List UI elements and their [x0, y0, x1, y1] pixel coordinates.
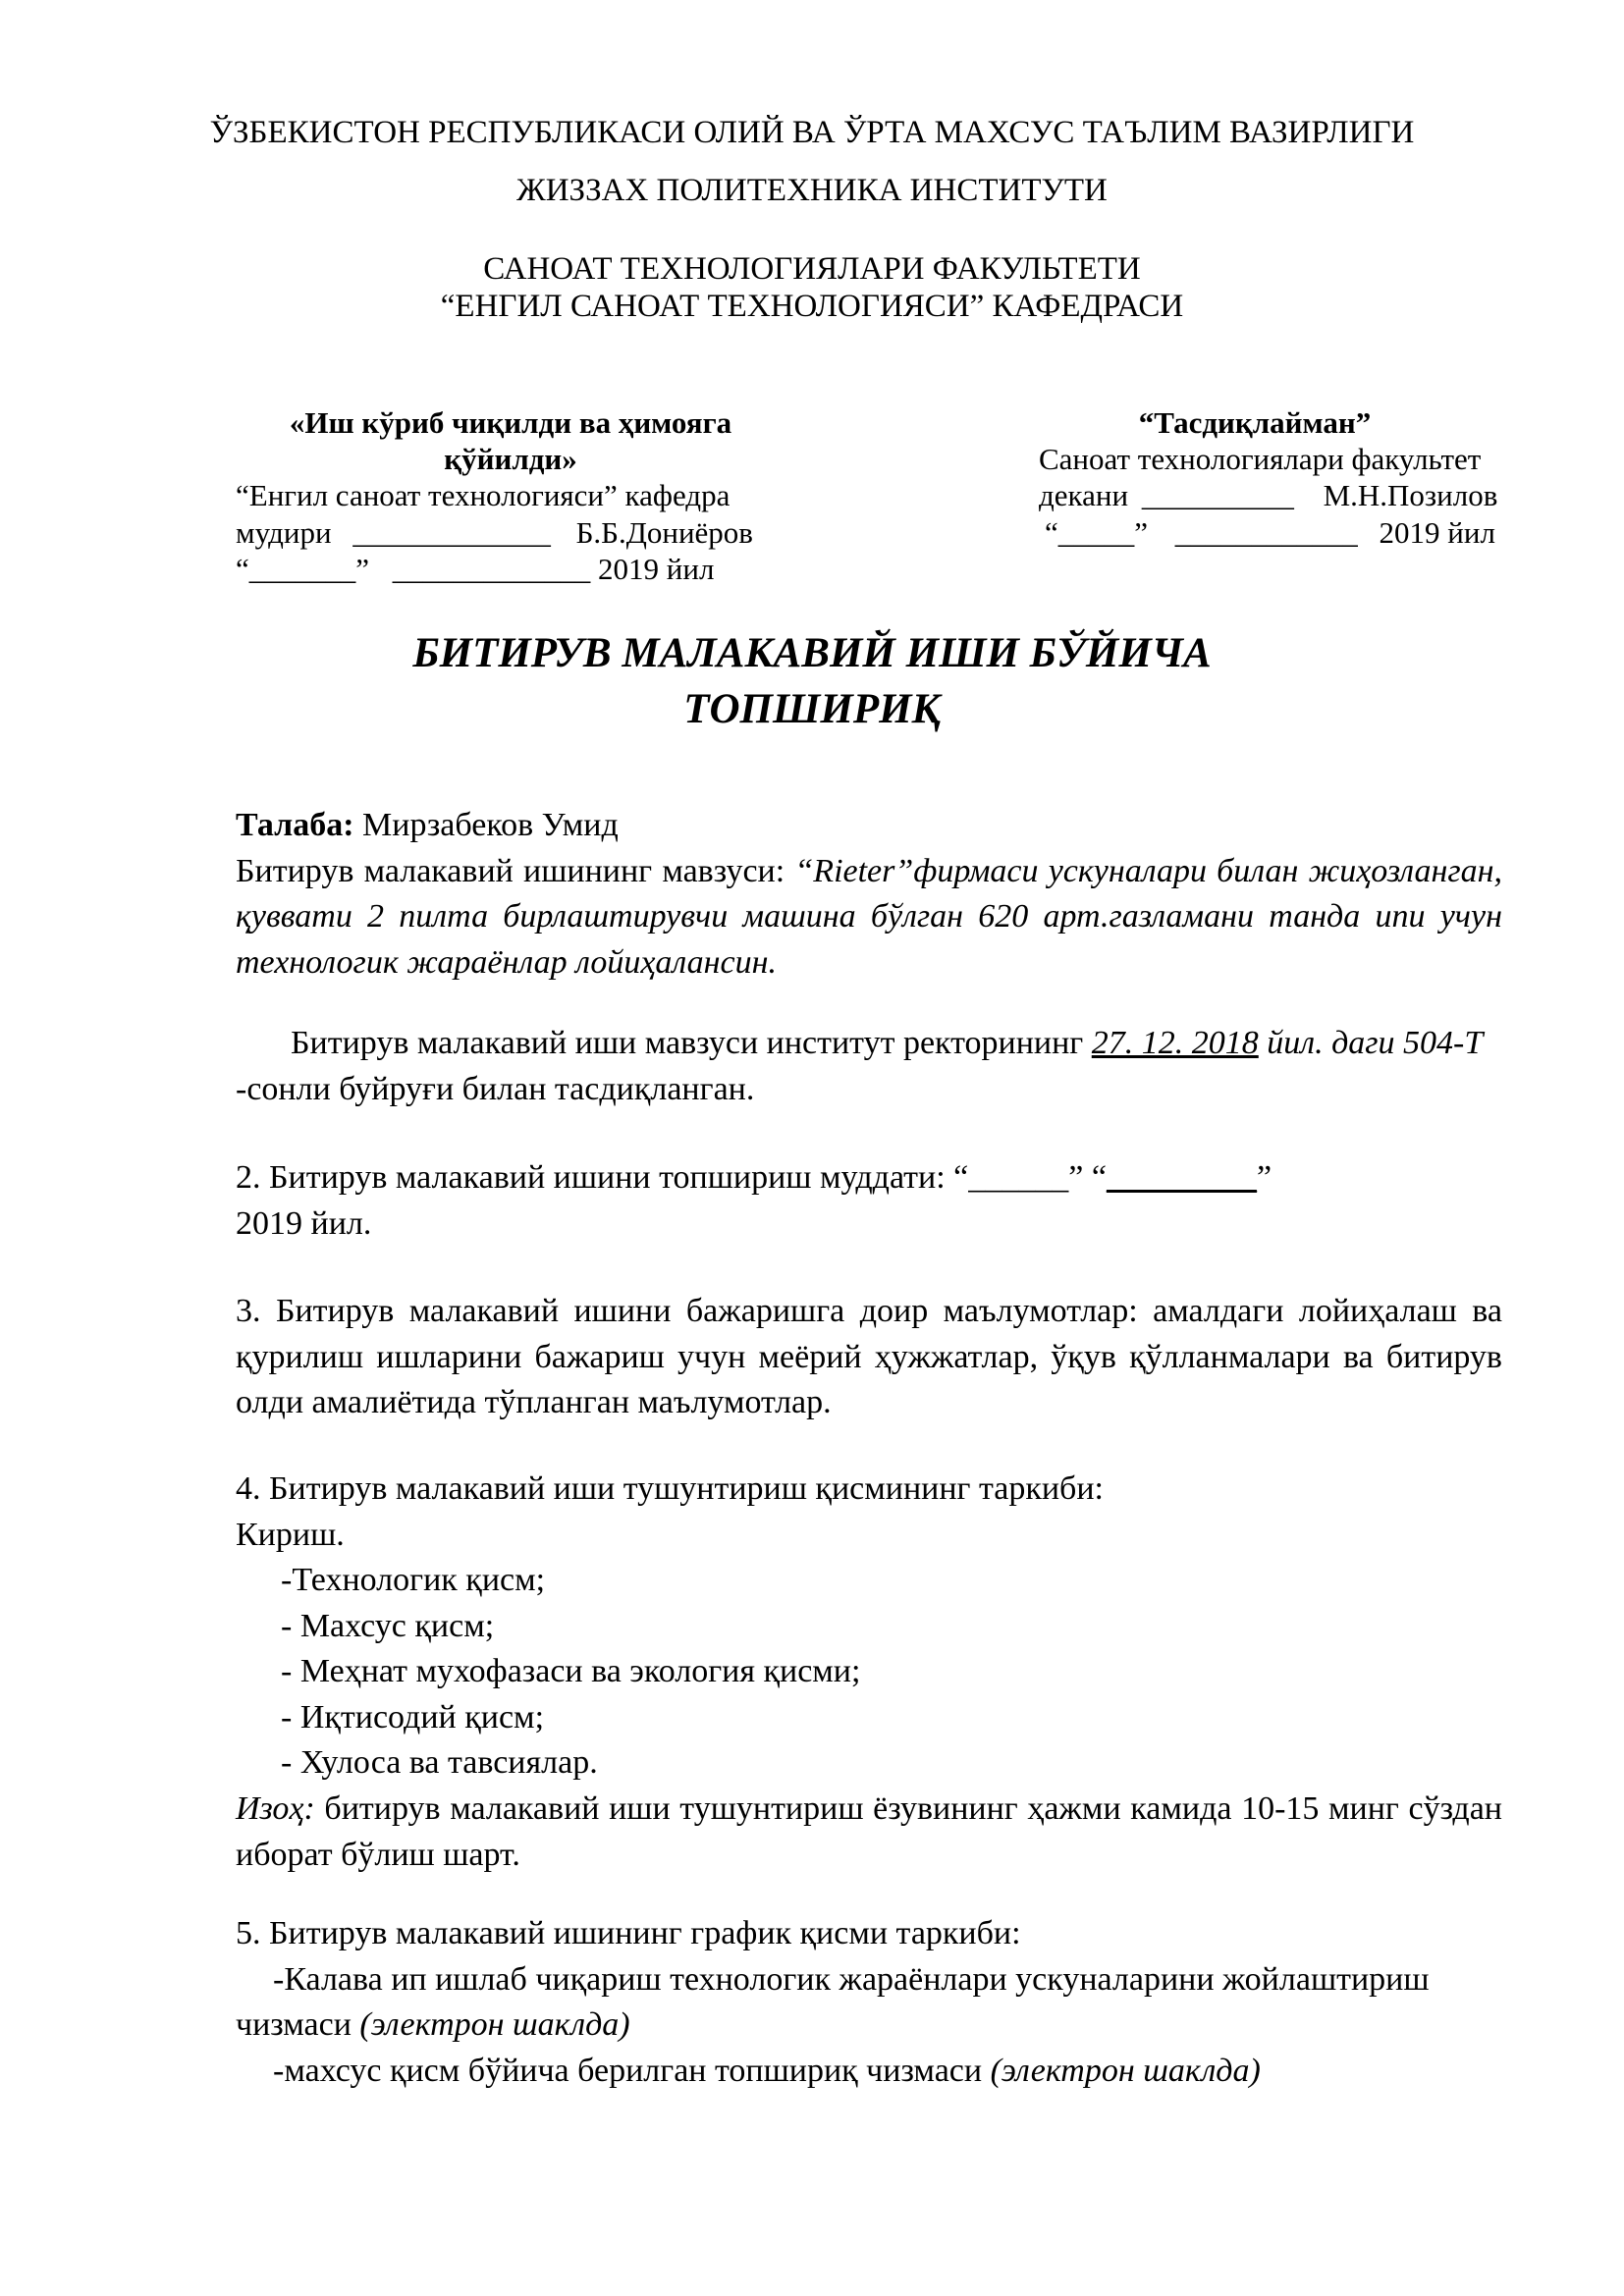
student-name: Мирзабеков Умид: [353, 807, 619, 843]
deadline-label: 2. Битирув малакавий ишини топшириш муддати: “: [236, 1159, 969, 1196]
approve-block: [1039, 404, 1549, 551]
deadline-quotes: ” “: [1068, 1159, 1107, 1196]
faculty-heading: САНОАТ ТЕХНОЛОГИЯЛАРИ ФАКУЛЬТЕТИ: [483, 251, 1141, 287]
month-blank: _____________: [392, 551, 591, 586]
review-signature-blank: _____________: [352, 514, 551, 550]
graphics-entry: [236, 2049, 1502, 2095]
contents-part: -Технологик қисм;: [281, 1562, 546, 1599]
graphics-entry-text: -Калава ип ишлаб чиқариш технологик жараёнлари ускуналарини жойлаштириш чизмаси: [236, 1960, 1430, 2044]
contents-part: - Иқтисодий қисм;: [281, 1698, 545, 1735]
deadline-year: 2019 йил.: [236, 1204, 372, 1242]
order-number: йил. даги 504-Т: [1258, 1025, 1484, 1061]
contents-note: [236, 1787, 1502, 1878]
day-blank: _______: [248, 551, 356, 586]
approve-title: “Тасдиқлайман”: [1138, 405, 1372, 440]
review-block: [236, 404, 825, 587]
deadline-month-blank: _________: [1106, 1159, 1257, 1196]
department-heading: “ЕНГИЛ САНОАТ ТЕХНОЛОГИЯСИ” КАФЕДРАСИ: [440, 289, 1184, 324]
title-line1: БИТИРУВ МАЛАКАВИЙ ИШИ БЎЙИЧА: [412, 630, 1212, 676]
document-title: [0, 625, 1624, 737]
review-head-line: [236, 514, 825, 551]
contents-part: - Меҳнат мухофазаси ва экология қисми;: [281, 1653, 861, 1690]
title-line2: ТОПШИРИҚ: [683, 686, 941, 733]
data-section: [236, 1289, 1502, 1426]
graphics-entry: [236, 1957, 1502, 2049]
review-year: 2019 йил: [598, 551, 715, 586]
order-section: [236, 1021, 1502, 1112]
approve-date-line: [1039, 514, 1549, 551]
approve-faculty-line: Саноат технологиялари факультет: [1039, 442, 1482, 477]
topic-text: “Rieter”фирмаси ускуналари билан жиҳозланган, қуввати 2 пилта бирлаштирувчи машина бўлган 620 арт.газламани танда ипи учун технологик жараёнлар лойиҳалансин.: [236, 852, 1502, 981]
contents-part: - Хулоса ва тавсиялар.: [281, 1744, 598, 1782]
dean-label: декани: [1039, 478, 1129, 513]
order-suffix: -сонли буйруғи билан тасдиқланган.: [236, 1070, 755, 1107]
graphics-section: [236, 1911, 1502, 2094]
review-title-line2: қўйилди»: [444, 442, 577, 477]
quote-open: “: [1045, 514, 1058, 550]
approve-dean-line: [1039, 477, 1549, 513]
note-label: Изоҳ:: [236, 1790, 315, 1828]
deadline-section: [236, 1155, 1502, 1247]
review-head-label: мудири: [236, 514, 332, 550]
deadline-quote-end: ”: [1256, 1159, 1272, 1196]
quote-open: “: [236, 551, 249, 586]
topic-label: Битирув малакавий ишининг мавзуси:: [236, 852, 795, 889]
institute-heading: ЖИЗЗАХ ПОЛИТЕХНИКА ИНСТИТУТИ: [516, 173, 1108, 208]
graphics-entry-note: (электрон шаклда): [359, 2006, 630, 2044]
contents-intro: Кириш.: [236, 1516, 345, 1553]
deadline-line: [236, 1155, 1502, 1201]
data-paragraph: 3. Битирув малакавий ишини бажаришга доир маълумотлар: амалдаги лойиҳалаш ва қурилиш ишларини бажариш учун меёрий ҳужжатлар, ўқув қўлланмалари ва битирув олди амалиётида тўпланган маълумотлар.: [236, 1293, 1502, 1421]
approve-year: 2019 йил: [1379, 514, 1495, 550]
student-section: [236, 803, 1502, 986]
review-head-name: Б.Б.Дониёров: [575, 514, 753, 550]
review-department-line: “Енгил саноат технологияси” кафедра: [236, 478, 731, 513]
graphics-entry-note: (электрон шаклда): [990, 2052, 1261, 2089]
deadline-day-blank: ______: [968, 1159, 1069, 1196]
quote-close: ”: [1134, 514, 1149, 550]
review-date-line: [236, 551, 825, 587]
day-blank: _____: [1057, 514, 1135, 550]
ministry-heading: ЎЗБЕКИСТОН РЕСПУБЛИКАСИ ОЛИЙ ВА ЎРТА МАХСУС ТАЪЛИМ ВАЗИРЛИГИ: [209, 115, 1415, 150]
graphics-entry-text: -махсус қисм бўйича берилган топшириқ чизмаси: [273, 2052, 991, 2089]
dean-signature-blank: __________: [1141, 478, 1294, 513]
note-text: битирув малакавий иши тушунтириш ёзувининг ҳажми камида 10-15 минг сўздан иборат бўлиш шарт.: [236, 1790, 1502, 1873]
student-label: Талаба:: [236, 807, 354, 843]
student-line: [236, 803, 1502, 849]
order-prefix: Битирув малакавий иши мавзуси институт ректорининг: [291, 1025, 1092, 1061]
dean-name: М.Н.Позилов: [1323, 478, 1498, 513]
month-blank: ____________: [1174, 514, 1358, 550]
topic-paragraph: [236, 849, 1502, 987]
contents-section: [236, 1467, 1502, 1878]
contents-heading: 4. Битирув малакавий иши тушунтириш қисмининг таркиби:: [236, 1470, 1104, 1507]
contents-part: - Махсус қисм;: [281, 1607, 495, 1644]
order-paragraph: [236, 1021, 1502, 1112]
order-date: 27. 12. 2018: [1091, 1025, 1259, 1061]
graphics-heading: 5. Битирув малакавий ишининг график қисми таркиби:: [236, 1915, 1021, 1951]
quote-close: ”: [355, 551, 370, 586]
review-title-line1: «Иш кўриб чиқилди ва ҳимояга: [289, 405, 732, 440]
